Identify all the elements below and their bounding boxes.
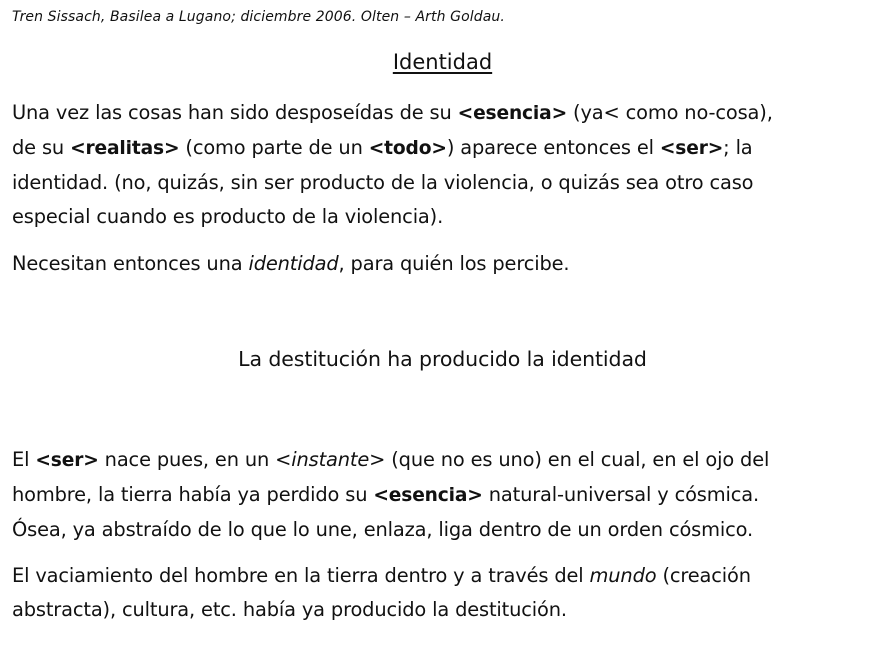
term-todo: <todo> [368, 138, 447, 159]
term-realitas: <realitas> [70, 138, 180, 159]
term-esencia: <esencia> [373, 485, 483, 506]
term-instante: <instante> [275, 448, 386, 471]
text-run: (creación [656, 564, 751, 587]
paragraph-line [12, 96, 874, 131]
text-run: , para quién los percibe. [338, 252, 570, 275]
text-run: (ya< como no-cosa), [567, 101, 773, 124]
term-ser: <ser> [35, 450, 99, 471]
travel-caption: Tren Sissach, Basilea a Lugano; diciembre 2006. Olten – Arth Goldau. [12, 9, 505, 25]
term-esencia: <esencia> [457, 103, 568, 124]
paragraph-line [12, 443, 874, 478]
text-run: (que no es uno) en el cual, en el ojo del [385, 448, 770, 471]
paragraph-line: Ósea, ya abstraído de lo que lo une, enlaza, liga dentro de un orden cósmico. [12, 518, 754, 541]
text-run: de su [12, 136, 71, 159]
text-run: (como parte de un [179, 136, 369, 159]
paragraph-vaciamiento [12, 559, 874, 627]
text-run: nace pues, en un [98, 448, 276, 471]
term-identidad: identidad [248, 252, 339, 275]
text-run: ) aparece entonces el [446, 136, 660, 159]
text-run: ; la [723, 136, 753, 159]
section-subtitle: La destitución ha producido la identidad [238, 347, 647, 371]
paragraph-line [12, 478, 874, 513]
text-run: Una vez las cosas han sido desposeídas de su [12, 101, 458, 124]
term-ser: <ser> [659, 138, 724, 159]
text-run: Necesitan entonces una [12, 252, 249, 275]
paragraph-line: abstracta), cultura, etc. había ya producido la destitución. [12, 598, 567, 621]
paragraph-line [12, 247, 874, 281]
text-run: El [12, 448, 36, 471]
paragraph-line [12, 559, 874, 593]
text-run: hombre, la tierra había ya perdido su [12, 483, 374, 506]
paragraph-esencia [12, 96, 874, 234]
text-run: El vaciamiento del hombre en la tierra dentro y a través del [12, 564, 590, 587]
page-title: Identidad [392, 50, 493, 74]
paragraph-line: identidad. (no, quizás, sin ser producto de la violencia, o quizás sea otro caso [12, 171, 754, 194]
text-run: natural-universal y cósmica. [482, 483, 759, 506]
paragraph-ser-instante [12, 443, 874, 547]
paragraph-identidad [12, 247, 874, 281]
paragraph-line: especial cuando es producto de la violencia). [12, 205, 444, 228]
term-mundo: mundo [589, 564, 657, 587]
paragraph-line [12, 131, 874, 166]
